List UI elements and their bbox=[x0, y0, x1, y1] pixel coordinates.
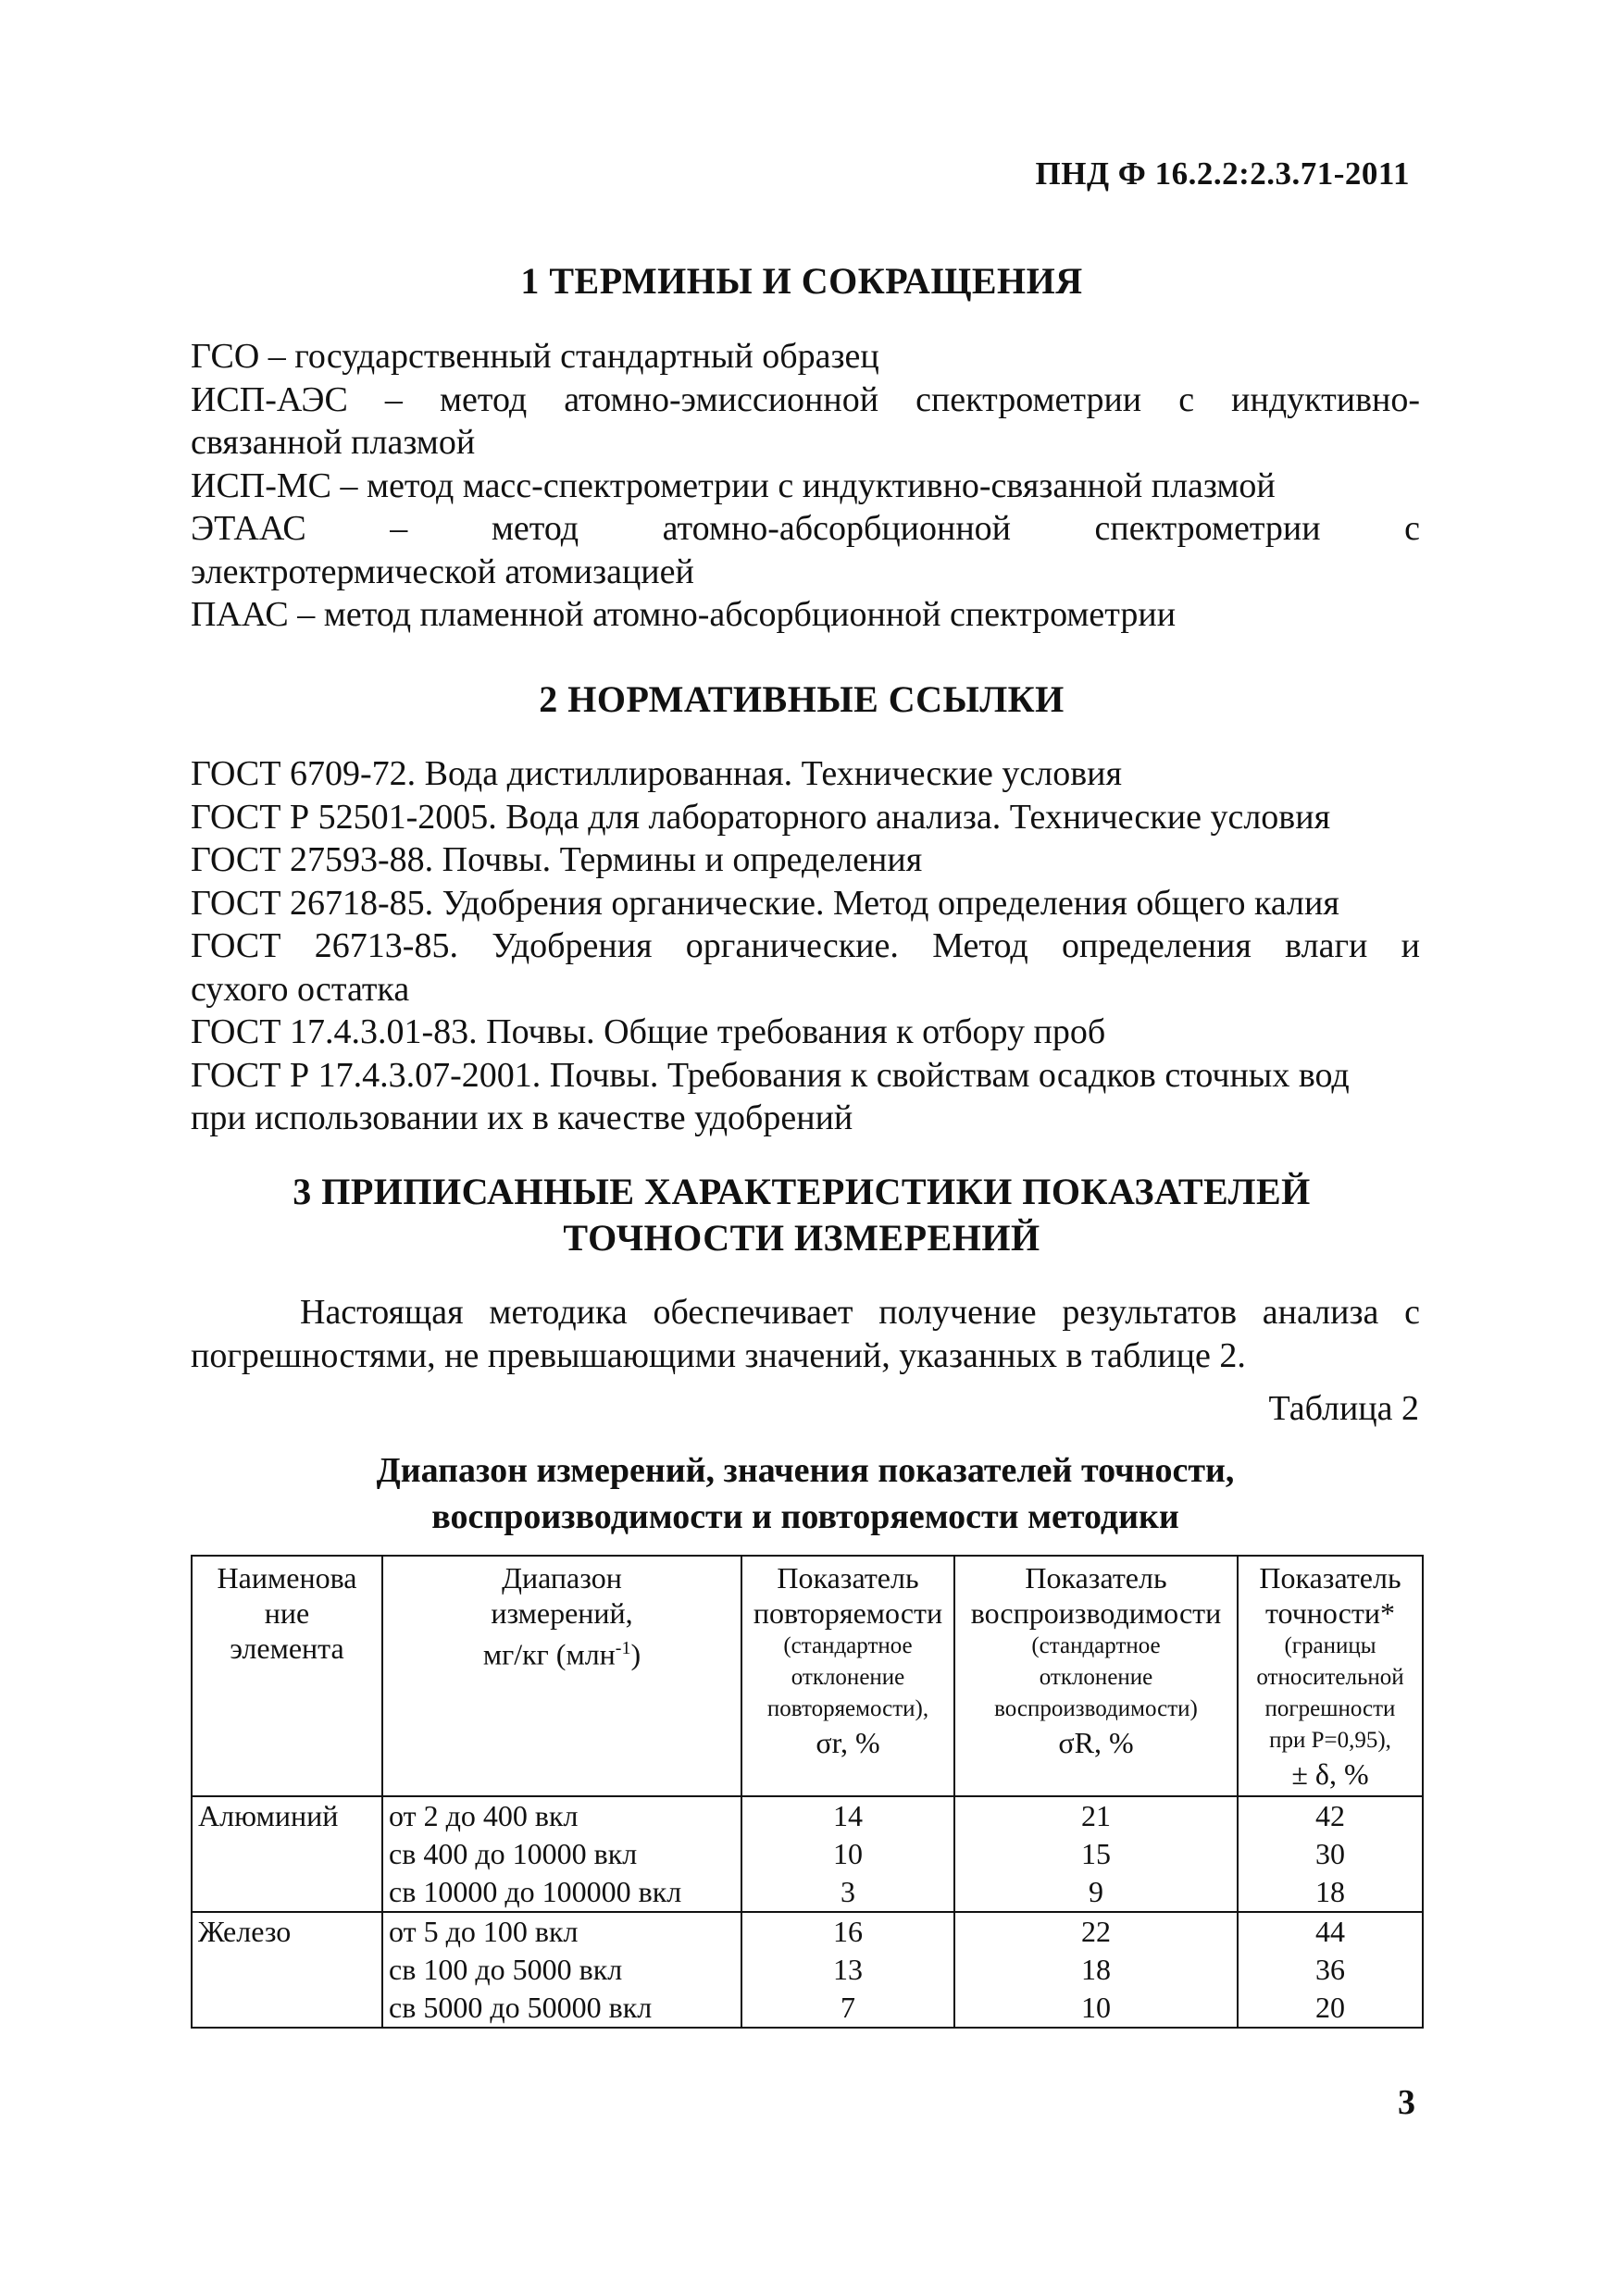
element-cell: Железо bbox=[192, 1912, 382, 2028]
header-note: повторяемости), bbox=[766, 1696, 929, 1721]
section-3-body bbox=[191, 1291, 1420, 1377]
header-text: Показатель bbox=[777, 1561, 919, 1595]
page-number: 3 bbox=[1398, 2083, 1415, 2122]
table-label: Таблица 2 bbox=[1268, 1389, 1419, 1428]
section-3-title-line-1: 3 ПРИПИСАННЫЕ ХАРАКТЕРИСТИКИ ПОКАЗАТЕЛЕЙ bbox=[293, 1171, 1311, 1212]
range-value: св 400 до 10000 вкл bbox=[389, 1837, 638, 1870]
table-title bbox=[191, 1447, 1420, 1540]
value: 44 bbox=[1315, 1915, 1345, 1948]
range-value: от 5 до 100 вкл bbox=[389, 1915, 579, 1948]
accuracy-cell bbox=[1238, 1912, 1423, 2028]
value: 15 bbox=[1081, 1837, 1111, 1870]
header-text: Показатель bbox=[1259, 1561, 1401, 1595]
range-cell bbox=[382, 1912, 741, 2028]
value: 3 bbox=[841, 1875, 855, 1908]
header-symbol: ± δ, % bbox=[1291, 1757, 1369, 1791]
reference-line: ГОСТ Р 17.4.3.07-2001. Почвы. Требования к свойствам осадков сточных вод bbox=[191, 1055, 1350, 1095]
header-element bbox=[192, 1556, 382, 1796]
value: 21 bbox=[1081, 1799, 1111, 1832]
accuracy-cell bbox=[1238, 1796, 1423, 1912]
header-text bbox=[389, 1631, 735, 1672]
value: 22 bbox=[1081, 1915, 1111, 1948]
value: 18 bbox=[1315, 1875, 1345, 1908]
header-repeatability bbox=[741, 1556, 954, 1796]
section-1-body bbox=[191, 335, 1420, 637]
value: 7 bbox=[841, 1991, 855, 2024]
reproducibility-cell bbox=[954, 1796, 1238, 1912]
reference-line: ГОСТ 6709-72. Вода дистиллированная. Технические условия bbox=[191, 754, 1122, 793]
abbr-line: ПААС – метод пламенной атомно-абсорбционной спектрометрии bbox=[191, 595, 1177, 634]
repeatability-cell bbox=[741, 1912, 954, 2028]
abbr-line: ЭТААС – метод атомно-абсорбционной спектрометрии с bbox=[191, 509, 1420, 548]
paragraph-line: Настоящая методика обеспечивает получение результатов анализа с bbox=[300, 1293, 1420, 1332]
header-text: Наименова bbox=[217, 1561, 357, 1595]
section-2-body bbox=[191, 752, 1420, 1140]
value: 13 bbox=[833, 1953, 863, 1986]
value: 9 bbox=[1089, 1875, 1103, 1908]
paragraph-line: погрешностями, не превышающими значений, указанных в таблице 2. bbox=[191, 1335, 1246, 1375]
table-title-line: Диапазон измерений, значения показателей точности, bbox=[376, 1451, 1235, 1490]
value: 42 bbox=[1315, 1799, 1345, 1832]
range-value: от 2 до 400 вкл bbox=[389, 1799, 579, 1832]
reference-line: ГОСТ 27593-88. Почвы. Термины и определения bbox=[191, 840, 923, 879]
header-note: погрешности bbox=[1264, 1696, 1396, 1721]
table-row bbox=[192, 1796, 1423, 1912]
header-text: мг/кг (млн bbox=[482, 1637, 616, 1671]
header-note: (стандартное bbox=[783, 1633, 913, 1658]
header-superscript: -1 bbox=[615, 1638, 631, 1658]
header-note: (стандартное bbox=[1031, 1633, 1161, 1658]
header-note: относительной bbox=[1256, 1665, 1404, 1690]
header-text: элемента bbox=[230, 1632, 344, 1665]
header-text: воспроизводимости bbox=[970, 1596, 1222, 1630]
header-note: воспроизводимости) bbox=[994, 1696, 1198, 1721]
section-1-title: 1 ТЕРМИНЫ И СОКРАЩЕНИЯ bbox=[520, 260, 1083, 302]
abbr-line: электротермической атомизацией bbox=[191, 552, 694, 591]
header-text: Показатель bbox=[1025, 1561, 1167, 1595]
header-text: измерений, bbox=[491, 1596, 633, 1630]
value: 16 bbox=[833, 1915, 863, 1948]
reference-line: ГОСТ Р 52501-2005. Вода для лабораторного анализа. Технические условия bbox=[191, 797, 1331, 837]
range-value: св 100 до 5000 вкл bbox=[389, 1953, 623, 1986]
reference-line: при использовании их в качестве удобрений bbox=[191, 1098, 853, 1137]
reference-line: ГОСТ 17.4.3.01-83. Почвы. Общие требования к отбору проб bbox=[191, 1012, 1106, 1051]
value: 20 bbox=[1315, 1991, 1345, 2024]
header-note: при Р=0,95), bbox=[1269, 1728, 1391, 1753]
header-note: отклонение bbox=[1039, 1665, 1153, 1690]
section-2-title: 2 НОРМАТИВНЫЕ ССЫЛКИ bbox=[539, 678, 1065, 720]
range-value: св 5000 до 50000 вкл bbox=[389, 1991, 653, 2024]
abbr-line: ИСП-АЭС – метод атомно-эмиссионной спектрометрии с индуктивно- bbox=[191, 379, 1420, 419]
header-note: отклонение bbox=[791, 1665, 905, 1690]
header-accuracy bbox=[1238, 1556, 1423, 1796]
header-text: повторяемости bbox=[753, 1596, 943, 1630]
element-cell: Алюминий bbox=[192, 1796, 382, 1912]
header-text: ) bbox=[630, 1637, 641, 1671]
value: 36 bbox=[1315, 1953, 1345, 1986]
header-symbol: σr, % bbox=[816, 1726, 880, 1759]
table-title-line: воспроизводимости и повторяемости методики bbox=[431, 1497, 1179, 1536]
header-text: ние bbox=[264, 1596, 310, 1630]
table-row bbox=[192, 1912, 1423, 2028]
repeatability-cell bbox=[741, 1796, 954, 1912]
value: 30 bbox=[1315, 1837, 1345, 1870]
range-value: св 10000 до 100000 вкл bbox=[389, 1875, 682, 1908]
value: 10 bbox=[833, 1837, 863, 1870]
value: 18 bbox=[1081, 1953, 1111, 1986]
reference-line: ГОСТ 26713-85. Удобрения органические. Метод определения влаги и bbox=[191, 926, 1420, 965]
reference-line: ГОСТ 26718-85. Удобрения органические. Метод определения общего калия bbox=[191, 883, 1339, 923]
header-reproducibility bbox=[954, 1556, 1238, 1796]
header-text: Диапазон bbox=[502, 1561, 622, 1595]
range-cell bbox=[382, 1796, 741, 1912]
reference-line: сухого остатка bbox=[191, 969, 410, 1009]
abbr-line: связанной плазмой bbox=[191, 423, 476, 462]
table-header-row bbox=[192, 1556, 1423, 1796]
section-3-title-line-2: ТОЧНОСТИ ИЗМЕРЕНИЙ bbox=[563, 1217, 1040, 1259]
header-symbol: σR, % bbox=[1058, 1726, 1134, 1759]
value: 14 bbox=[833, 1799, 863, 1832]
abbr-line: ИСП-МС – метод масс-спектрометрии с индуктивно-связанной плазмой bbox=[191, 465, 1276, 505]
header-text: точности* bbox=[1264, 1596, 1396, 1630]
document-code: ПНД Ф 16.2.2:2.3.71-2011 bbox=[1035, 155, 1410, 192]
accuracy-table bbox=[191, 1555, 1424, 2029]
abbr-line: ГСО – государственный стандартный образец bbox=[191, 337, 879, 376]
header-note: (границы bbox=[1284, 1633, 1376, 1658]
header-range bbox=[382, 1556, 741, 1796]
reproducibility-cell bbox=[954, 1912, 1238, 2028]
value: 10 bbox=[1081, 1991, 1111, 2024]
